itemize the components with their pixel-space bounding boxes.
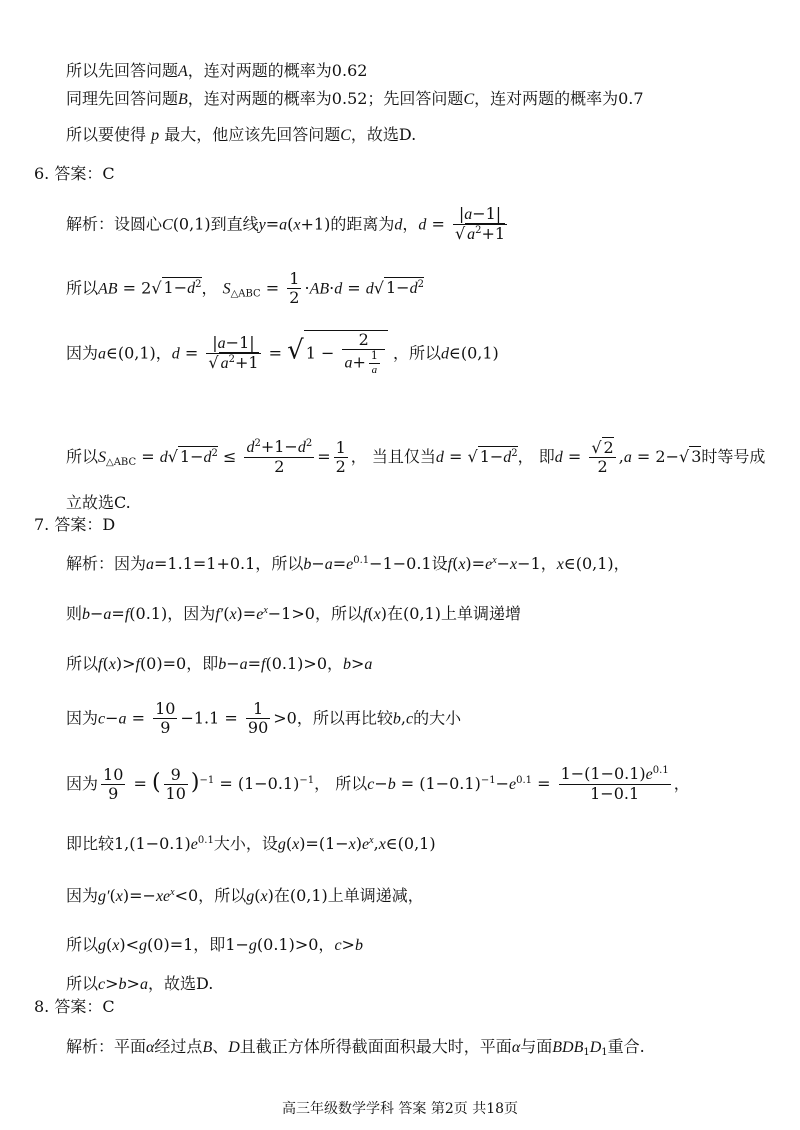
q7-line-6: 即比较$1,(1-0.1)e^{0.1}$大小，设$g(x)=(1-x)e^x,x\in(0,1)$	[66, 834, 436, 853]
q8-answer: 8. 答案：C	[34, 997, 115, 1016]
q8-line-1: 解析：平面α经过点B、D且截正方体所得截面面积最大时，平面α与面$BDB_1D_1$重合.	[66, 1037, 645, 1058]
q6-answer: 6. 答案：C	[34, 164, 115, 183]
q6-line-5: 立故选C.	[66, 493, 131, 512]
q7-line-9: 所以c>b>a，故选D.	[66, 974, 214, 993]
q6-line-1: 解析：设圆心C(0,1)到直线y=a(x+1)的距离为d，d = $\frac{|a-1|}{√ a^2+1}$	[66, 204, 506, 244]
q6-line-3: 因为a∈(0,1)，d = $\frac{|a-1|}{√ a^2+1}$ = √ 1 − 2 a+ $\frac{1}{a}$ ，所以d∈(0,1)	[66, 330, 499, 377]
q7-answer: 7. 答案：D	[34, 515, 116, 534]
q7-line-8: 所以g(x)<g(0)=1，即1−g(0.1)>0，c>b	[66, 935, 363, 954]
q7-line-4: 因为c−a = $\frac{10}{9}$ −1.1 = $\frac{1}{90}$ >0，所以再比较b,c的大小	[66, 699, 462, 738]
q7-line-2: 则b−a=f(0.1)，因为$f'(x)=e^x-1>0$，所以f(x)在(0,1)上单调递增	[66, 604, 521, 623]
q7-line-3: 所以f(x)>f(0)=0，即b−a=f(0.1)>0，b>a	[66, 654, 373, 673]
q7-line-5: 因为 $\frac{10}{9}$ = ( $\frac{9}{10}$ )$^{-1} = (1-0.1)^{-1}$， 所以$c-b = (1-0.1)^{-1}-e^{0.1}$ = $\frac{1-(1-0.1)e^{0.1}}{1-0.1}$ ，	[66, 764, 690, 804]
line-1: 所以先回答问题A，连对两题的概率为0.62	[66, 61, 368, 80]
line-2: 同理先回答问题B，连对两题的概率为0.52；先回答问题C，连对两题的概率为0.7	[66, 89, 644, 108]
q7-line-7: 因为$g'(x)=-xe^x<0$，所以g(x)在(0,1)上单调递减，	[66, 886, 424, 905]
q7-line-1: 解析：因为a=1.1=1+0.1，所以$b-a=e^{0.1}-1-0.1$设$f(x)=e^x-x-1$，x∈(0,1)，	[66, 554, 630, 573]
line-3: 所以要使得 p 最大，他应该先回答问题C，故选D.	[66, 125, 417, 144]
q6-line-2: 所以AB = 2√ $1-d^2$， $S_{\triangle ABC}$ = $\frac{1}{2}$ ·AB·d = d√ $1-d^2$	[66, 269, 424, 308]
page-footer: 高三年级数学学科 答案 第2页 共18页	[281, 1101, 519, 1117]
q6-line-4: 所以$S_{\triangle ABC} = d√$ $1-d^2$ ≤ $\frac{d^2+1-d^2}{2}$ = $\frac{1}{2}$ ， 当且仅当d = √ $1-d^2$， 即d = $\frac{√ 2}{2}$ ,a = 2−√ 3时等号成	[66, 437, 766, 477]
